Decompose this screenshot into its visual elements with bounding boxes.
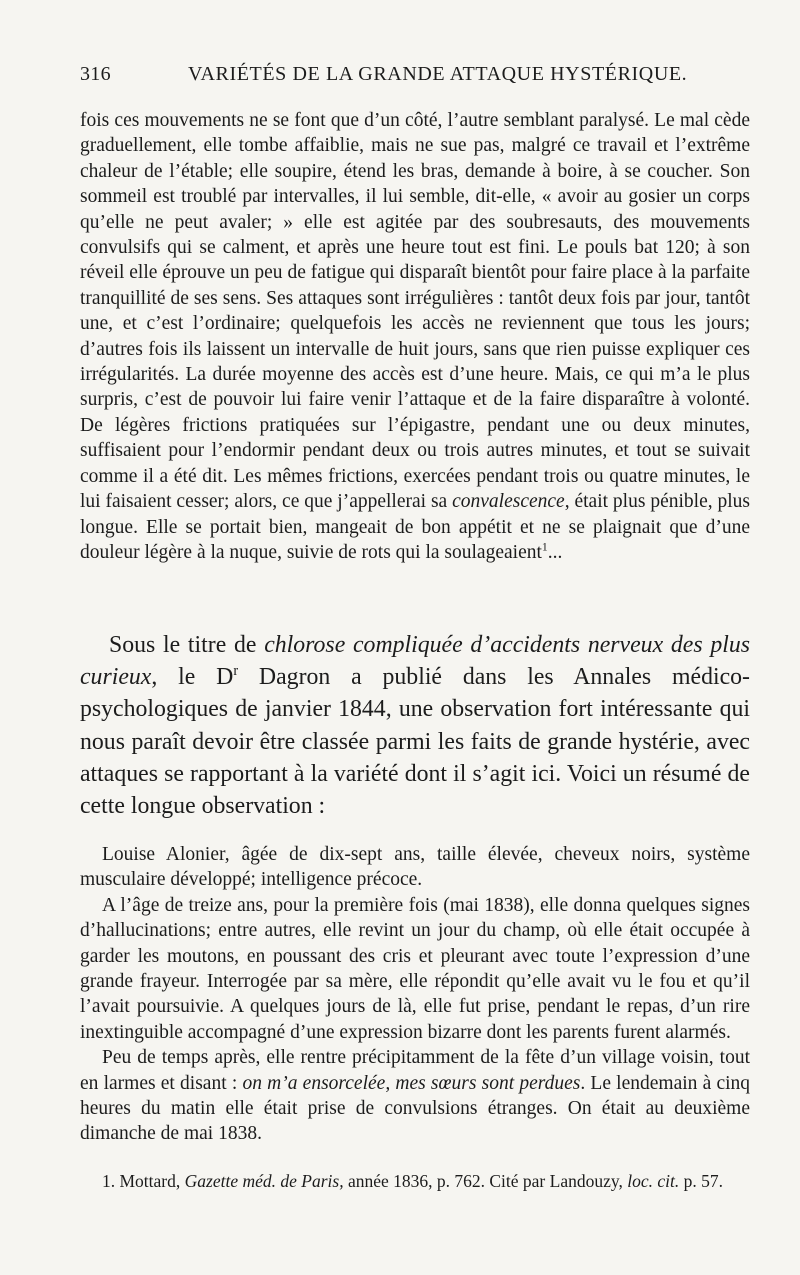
main-paragraph-block — [80, 629, 750, 822]
page-number: 316 — [80, 63, 111, 85]
main-author-pre: , le D — [151, 664, 234, 691]
quoted-case-block — [80, 108, 750, 565]
running-title: VARIÉTÉS DE LA GRANDE ATTAQUE HYSTÉRIQUE. — [188, 63, 688, 85]
ellipsis: ... — [547, 541, 563, 563]
observation-p3-a: Peu de temps après, elle rentre précipitamment de la fête d’un village voisin, tout en larmes et disant : — [80, 1047, 750, 1094]
footnote-author: Mottard, — [119, 1171, 181, 1191]
footnote-number: 1. — [102, 1171, 116, 1191]
footnote-journal: Gazette méd. de Paris, — [184, 1171, 344, 1191]
main-intro: Sous le titre de — [109, 632, 257, 658]
quoted-case-italic: convalescence — [452, 491, 565, 513]
page-header — [80, 63, 760, 93]
observation-block — [80, 842, 750, 1147]
quoted-case-text: fois ces mouvements ne se font que d’un côté, l’autre semblant paralysé. Le mal cède graduellement, elle tombe affaiblie, mais ne sue pas, malgré ce travail et l’extrême chaleur de l’étable; elle soupire, étend les bras, demande à boire, à se coucher. Son sommeil est troublé par intervalles, il lui semble, dit-elle, « avoir au gosier un corps qu’elle ne peut avaler; » elle est agitée par des soubresauts, des mouvements convulsifs qui se calment, et après une heure tout est fini. Le pouls bat 120; à son réveil elle éprouve un peu de fatigue qui disparaît bientôt pour faire place à la parfaite tranquillité de ses sens. Ses attaques sont irrégulières : tantôt deux fois par jour, tantôt une, et c’est l’ordinaire; quelquefois les accès ne reviennent que tous les jours; d’autres fois ils laissent un intervalle de huit jours, sans que rien puisse expliquer ces irrégularités. La durée moyenne des accès est d’une heure. Mais, ce qui m’a le plus surpris, c’est de pouvoir lui faire venir l’attaque et de la faire disparaître à volonté. De légères frictions pratiquées sur l’épigastre, pendant une ou deux minutes, suffisaient pour l’endormir pendant deux ou trois autres minutes, et tout se suivait comme il a été dit. Les mêmes frictions, exercées pendant trois ou quatre minutes, le lui faisaient cesser; alors, ce que j’appellerai sa — [80, 110, 750, 513]
footnote-paragraph — [80, 1171, 750, 1193]
observation-paragraph-1: Louise Alonier, âgée de dix-sept ans, taille élevée, cheveux noirs, système musculaire développé; intelligence précoce. — [80, 844, 750, 891]
main-paragraph — [80, 629, 750, 822]
observation-paragraph-2: A l’âge de treize ans, pour la première fois (mai 1838), elle donna quelques signes d’hallucinations; entre autres, elle revint un jour du champ, où elle était occupée à garder les moutons, en poussant des cris et pleurant avec toute l’expression d’une grande frayeur. Interrogée par sa mère, elle répondit qu’elle avait vu le fou et qu’il l’avait poursuivie. A quelques jours de là, elle fut prise, pendant le repas, d’un rire inextinguible accompagné d’une expression bizarre dont les parents furent alarmés. — [80, 894, 750, 1043]
main-author-sup: r — [233, 663, 239, 680]
quoted-case-text-after: , était plus pénible, plus longue. Elle se portait bien, mangeait de bon appétit et ne se plaignait que d’une douleur légère à la nuque, suivie de rots qui la soulageaient — [80, 491, 750, 563]
footnote-block — [80, 1171, 750, 1193]
footnote-loc: loc. cit. — [627, 1171, 680, 1191]
quoted-case-paragraph — [80, 108, 750, 565]
footnote-page: p. 57. — [683, 1171, 723, 1191]
observation-p3-b: . Le lendemain à cinq heures du matin elle était prise de convulsions étranges. On était au deuxième dimanche de mai 1838. — [80, 1072, 751, 1145]
observation-paragraph-3 — [80, 1045, 750, 1147]
observation-p3-italic: on m’a ensorcelée, mes sœurs sont perdues — [242, 1072, 581, 1094]
main-title-italic: chlorose compliquée d’accidents nerveux des plus curieux — [80, 632, 750, 691]
footnote-ref: 1 — [541, 540, 548, 554]
footnote-details: année 1836, p. 762. Cité par Landouzy, — [347, 1171, 623, 1191]
main-rest: Dagron a publié dans les Annales médico-psychologiques de janvier 1844, une observation fort intéressante qui nous paraît devoir être classée parmi les faits de grande hystérie, avec attaques se rapportant à la variété dont il s’agit ici. Voici un résumé de cette longue observation : — [80, 664, 750, 820]
